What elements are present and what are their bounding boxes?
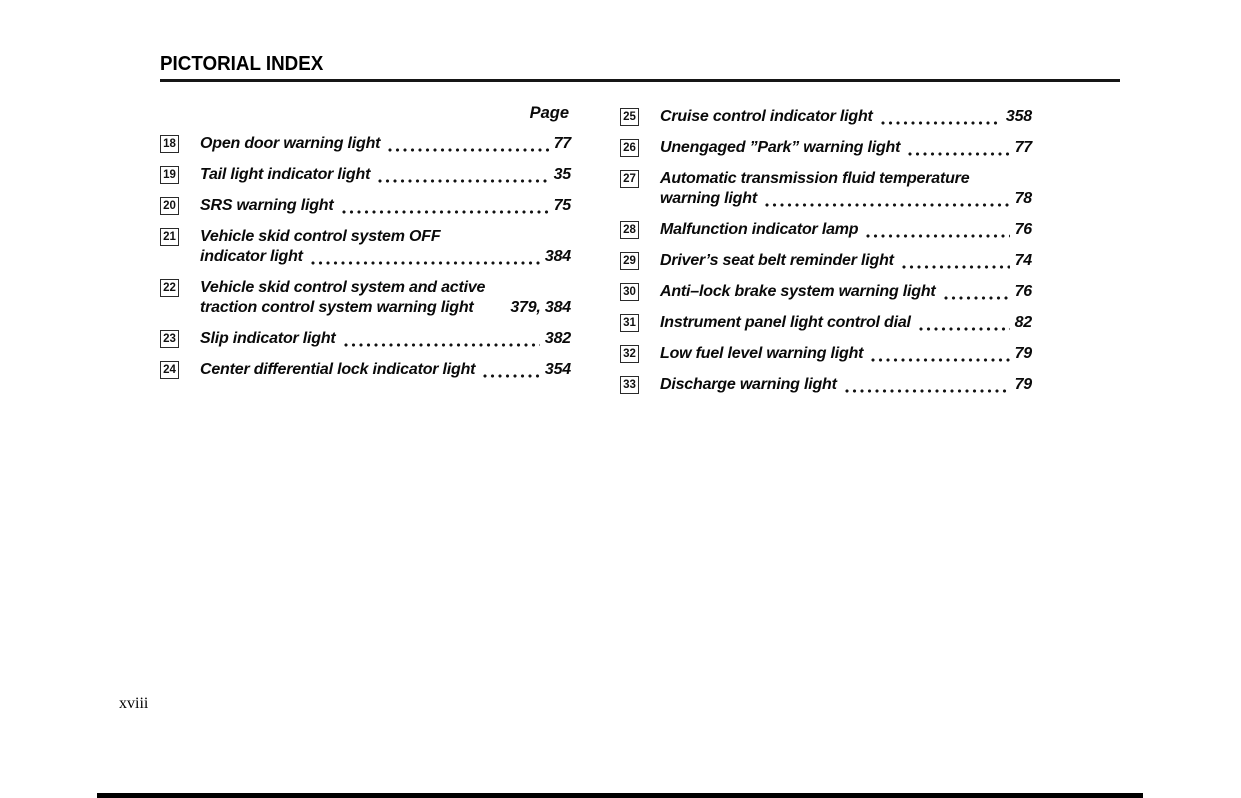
index-entry bbox=[620, 375, 1032, 395]
item-number-box: 20 bbox=[160, 197, 179, 215]
entry-content bbox=[200, 329, 571, 349]
index-entry bbox=[160, 278, 571, 318]
item-number-box: 27 bbox=[620, 170, 639, 188]
entry-line bbox=[200, 247, 571, 267]
entry-page-number: 379, 384 bbox=[510, 299, 571, 316]
dot-leader bbox=[902, 265, 1010, 269]
dot-leader bbox=[311, 261, 540, 265]
entry-page-number: 77 bbox=[1014, 139, 1032, 156]
entry-page-number: 382 bbox=[544, 330, 571, 347]
index-entry bbox=[160, 329, 571, 349]
index-entry bbox=[620, 282, 1032, 302]
dot-leader bbox=[871, 358, 1009, 362]
entry-page-number: 76 bbox=[1014, 221, 1032, 238]
item-number-box: 29 bbox=[620, 252, 639, 270]
page-title: PICTORIAL INDEX bbox=[160, 53, 324, 75]
entry-line bbox=[660, 220, 1032, 240]
entry-line bbox=[660, 313, 1032, 333]
entry-content bbox=[200, 196, 571, 216]
item-number-box: 21 bbox=[160, 228, 179, 246]
entry-label: Automatic transmission fluid temperature bbox=[660, 170, 970, 187]
entry-line bbox=[660, 138, 1032, 158]
entry-label: Center differential lock indicator light bbox=[200, 361, 476, 378]
entry-label: Instrument panel light control dial bbox=[660, 314, 911, 331]
entry-content bbox=[660, 169, 1032, 209]
entry-page-number: 354 bbox=[544, 361, 571, 378]
item-number-box: 33 bbox=[620, 376, 639, 394]
entry-content bbox=[200, 134, 571, 154]
entry-label: Unengaged ”Park” warning light bbox=[660, 139, 901, 156]
index-entry bbox=[620, 251, 1032, 271]
entry-line bbox=[200, 196, 571, 216]
entry-content bbox=[200, 227, 571, 267]
entry-content bbox=[660, 220, 1032, 240]
item-number-box: 18 bbox=[160, 135, 179, 153]
entry-label: indicator light bbox=[200, 248, 303, 265]
dot-leader bbox=[881, 121, 1001, 125]
entry-content bbox=[660, 282, 1032, 302]
entry-line bbox=[660, 189, 1032, 209]
item-number-box: 30 bbox=[620, 283, 639, 301]
entry-page-number: 76 bbox=[1014, 283, 1032, 300]
dot-leader bbox=[845, 389, 1010, 393]
dot-leader bbox=[483, 374, 540, 378]
entry-content bbox=[660, 138, 1032, 158]
entry-label: Tail light indicator light bbox=[200, 166, 371, 183]
entry-page-number: 77 bbox=[553, 135, 571, 152]
entry-line bbox=[200, 165, 571, 185]
entry-label: Malfunction indicator lamp bbox=[660, 221, 859, 238]
entry-line bbox=[660, 251, 1032, 271]
item-number-box: 26 bbox=[620, 139, 639, 157]
entry-page-number: 384 bbox=[544, 248, 571, 265]
dot-leader bbox=[919, 327, 1010, 331]
entry-page-number: 79 bbox=[1014, 345, 1032, 362]
index-entry bbox=[620, 344, 1032, 364]
item-number-box: 31 bbox=[620, 314, 639, 332]
entry-label: Vehicle skid control system and active bbox=[200, 279, 486, 296]
dot-leader bbox=[342, 210, 549, 214]
entry-label: Low fuel level warning light bbox=[660, 345, 864, 362]
entry-content bbox=[200, 278, 571, 318]
entry-page-number: 75 bbox=[553, 197, 571, 214]
entry-page-number: 82 bbox=[1014, 314, 1032, 331]
page-column-header: Page bbox=[529, 104, 569, 122]
index-left-entries bbox=[160, 134, 571, 380]
index-entry bbox=[620, 138, 1032, 158]
dot-leader bbox=[866, 234, 1009, 238]
index-entry bbox=[160, 196, 571, 216]
scan-edge-bar bbox=[97, 793, 1143, 798]
index-entry bbox=[620, 220, 1032, 240]
folio-page-number: xviii bbox=[119, 695, 149, 712]
index-left-column bbox=[160, 103, 571, 391]
index-entry bbox=[160, 165, 571, 185]
index-entry bbox=[620, 107, 1032, 127]
index-entry bbox=[160, 134, 571, 154]
entry-label: Cruise control indicator light bbox=[660, 108, 873, 125]
entry-label: Anti–lock brake system warning light bbox=[660, 283, 936, 300]
entry-page-number: 74 bbox=[1014, 252, 1032, 269]
dot-leader bbox=[378, 179, 548, 183]
dot-leader bbox=[388, 148, 548, 152]
item-number-box: 32 bbox=[620, 345, 639, 363]
entry-page-number: 35 bbox=[553, 166, 571, 183]
entry-line bbox=[200, 360, 571, 380]
entry-label: Vehicle skid control system OFF bbox=[200, 228, 441, 245]
entry-line bbox=[660, 169, 1032, 189]
index-right-entries bbox=[620, 107, 1032, 395]
entry-line bbox=[200, 329, 571, 349]
entry-line bbox=[660, 282, 1032, 302]
dot-leader bbox=[344, 343, 540, 347]
entry-content bbox=[200, 165, 571, 185]
entry-page-number: 78 bbox=[1014, 190, 1032, 207]
entry-label: traction control system warning light bbox=[200, 299, 474, 316]
entry-content bbox=[660, 313, 1032, 333]
dot-leader bbox=[908, 152, 1009, 156]
entry-label: SRS warning light bbox=[200, 197, 334, 214]
item-number-box: 23 bbox=[160, 330, 179, 348]
entry-line bbox=[660, 375, 1032, 395]
entry-line bbox=[660, 107, 1032, 127]
entry-line bbox=[200, 298, 571, 318]
title-rule bbox=[160, 79, 1120, 82]
entry-content bbox=[660, 344, 1032, 364]
entry-line bbox=[200, 278, 571, 298]
entry-line bbox=[200, 227, 571, 247]
entry-label: Slip indicator light bbox=[200, 330, 336, 347]
entry-content bbox=[660, 107, 1032, 127]
index-right-column bbox=[620, 107, 1032, 406]
item-number-box: 22 bbox=[160, 279, 179, 297]
entry-line bbox=[660, 344, 1032, 364]
dot-leader bbox=[944, 296, 1010, 300]
dot-leader bbox=[765, 203, 1010, 207]
item-number-box: 28 bbox=[620, 221, 639, 239]
entry-page-number: 358 bbox=[1005, 108, 1032, 125]
index-entry bbox=[620, 313, 1032, 333]
item-number-box: 25 bbox=[620, 108, 639, 126]
item-number-box: 24 bbox=[160, 361, 179, 379]
entry-label: Open door warning light bbox=[200, 135, 381, 152]
entry-content bbox=[660, 375, 1032, 395]
entry-label: Discharge warning light bbox=[660, 376, 837, 393]
entry-label: warning light bbox=[660, 190, 757, 207]
index-entry bbox=[620, 169, 1032, 209]
entry-content bbox=[200, 360, 571, 380]
entry-page-number: 79 bbox=[1014, 376, 1032, 393]
entry-label: Driver’s seat belt reminder light bbox=[660, 252, 894, 269]
index-entry bbox=[160, 227, 571, 267]
index-entry bbox=[160, 360, 571, 380]
item-number-box: 19 bbox=[160, 166, 179, 184]
entry-content bbox=[660, 251, 1032, 271]
entry-line bbox=[200, 134, 571, 154]
